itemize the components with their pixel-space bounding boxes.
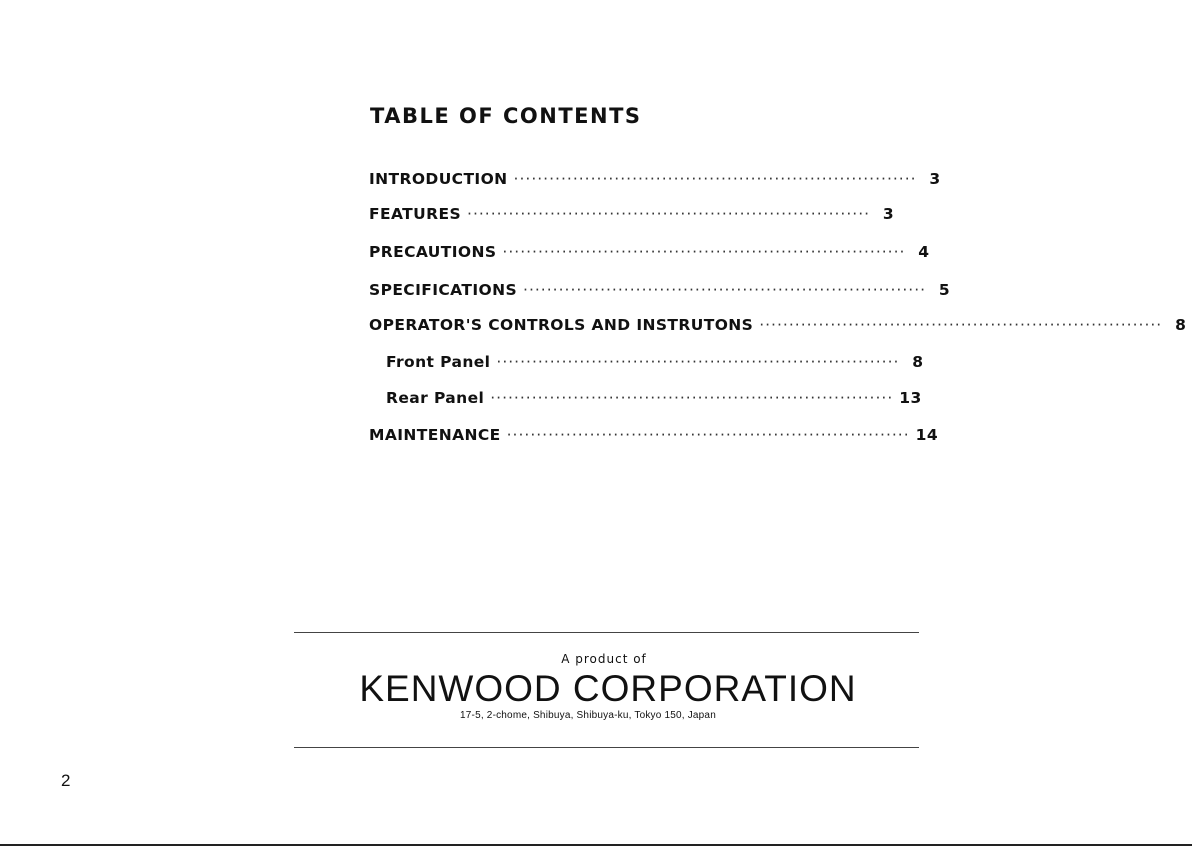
toc-title: TABLE OF CONTENTS <box>370 104 642 128</box>
dot-leader: ···································································· <box>467 205 871 223</box>
toc-entry-precautions <box>369 243 930 267</box>
toc-entry-page: 14 <box>915 426 939 444</box>
toc-entry-page: 8 <box>1175 316 1187 334</box>
dot-leader: ···································································· <box>759 316 1163 334</box>
toc-entry-front-panel <box>386 353 924 377</box>
dot-leader: ···································································· <box>496 353 900 371</box>
toc-entry-label: SPECIFICATIONS <box>369 281 518 299</box>
product-of-text: A product of <box>561 652 647 666</box>
toc-entry-operators-controls <box>369 316 1187 340</box>
toc-entry-rear-panel <box>386 389 922 413</box>
dot-leader: ···································································· <box>502 243 906 261</box>
top-divider <box>294 632 919 633</box>
company-name: KENWOOD CORPORATION <box>359 668 857 709</box>
toc-entry-features <box>369 205 895 229</box>
dot-leader: ···································································· <box>490 389 894 407</box>
toc-entry-page: 3 <box>929 170 941 188</box>
toc-entry-label: INTRODUCTION <box>369 170 508 188</box>
toc-entry-page: 8 <box>912 353 924 371</box>
dot-leader: ···································································· <box>513 170 917 188</box>
page-number: 2 <box>61 771 71 790</box>
toc-entry-specifications <box>369 281 951 305</box>
toc-entry-label: Front Panel <box>386 353 491 371</box>
toc-entry-page: 3 <box>882 205 895 223</box>
dot-leader: ···································································· <box>523 281 927 299</box>
toc-entry-page: 4 <box>918 243 930 261</box>
toc-entry-page: 5 <box>938 281 951 299</box>
dot-leader: ···································································· <box>506 426 910 444</box>
toc-entry-label: Rear Panel <box>386 389 485 407</box>
toc-entry-label: MAINTENANCE <box>369 426 501 444</box>
toc-entry-label: OPERATOR'S CONTROLS AND INSTRUTONS <box>369 316 754 334</box>
toc-entry-label: PRECAUTIONS <box>369 243 497 261</box>
bottom-divider <box>294 747 919 748</box>
toc-entry-label: FEATURES <box>369 205 462 223</box>
company-address: 17-5, 2-chome, Shibuya, Shibuya-ku, Tokyo 150, Japan <box>460 710 716 721</box>
toc-entry-introduction <box>369 170 941 194</box>
toc-entry-page: 13 <box>899 389 922 407</box>
toc-entry-maintenance <box>369 426 939 450</box>
